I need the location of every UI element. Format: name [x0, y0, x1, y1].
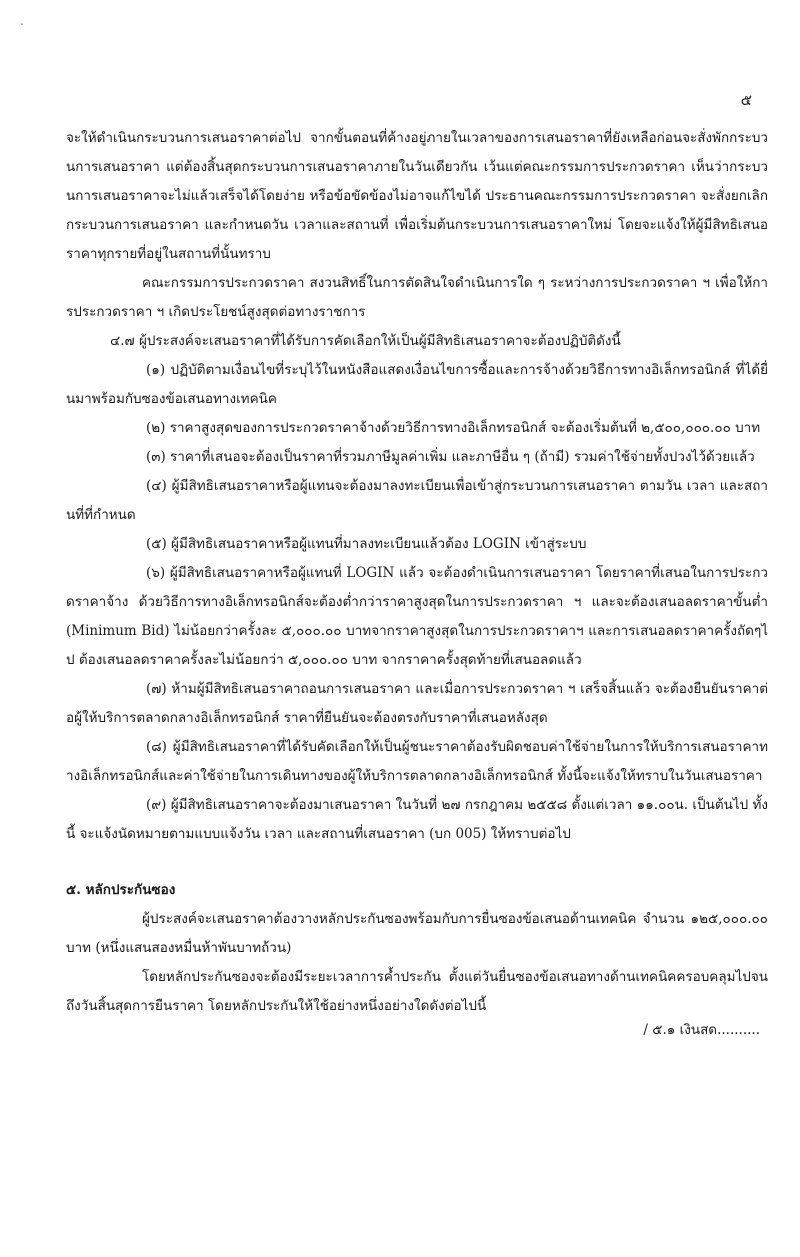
section-5-paragraph-1: ผู้ประสงค์จะเสนอราคาต้องวางหลักประกันซองพร้อมกับการยื่นซองข้อเสนอด้านเทคนิค จำนวน ๑๒๕,๐๐๐.๐๐ บาท (หนึ่งแสนสองหมื่นห้าพันบาทถ้วน) — [66, 911, 768, 956]
paragraph-committee-rights: คณะกรรมการประกวดราคา สงวนสิทธิ์ในการตัดสินใจดำเนินการใด ๆ ระหว่างการประกวดราคา ฯ เพื่อให้การประกวดราคา ฯ เกิดประโยชน์สูงสุดต่อทางราชการ — [66, 275, 768, 320]
page-number: ๕ — [740, 91, 752, 109]
clause-item-7: (๗) ห้ามผู้มีสิทธิเสนอราคาถอนการเสนอราคา และเมื่อการประกวดราคา ฯ เสร็จสิ้นแล้ว จะต้องยืนยันราคาต่อผู้ให้บริการตลาดกลางอิเล็กทรอนิกส์ ราคาที่ยืนยันจะต้องตรงกับราคาที่เสนอหลังสุด — [66, 681, 768, 726]
paragraph-continuation: จะให้ดำเนินกระบวนการเสนอราคาต่อไป จากขั้นตอนที่ค้างอยู่ภายในเวลาของการเสนอราคาที่ยังเหลือก่อนจะสั่งพักกระบวนการเสนอราคา แต่ต้องสิ้นสุดกระบวนการเสนอราคาภายในวันเดียวกัน เว้นแต่คณะกรรมการประกวดราคา เห็นว่ากระบวนการเสนอราคาจะไม่แล้วเสร็จได้โดยง่าย หรือข้อขัดข้องไม่อาจแก้ไขได้ ประธานคณะกรรมการประกวดราคา จะสั่งยกเลิกกระบวนการเสนอราคา และกำหนดวัน เวลาและสถานที่ เพื่อเริ่มต้นกระบวนการเสนอราคาใหม่ โดยจะแจ้งให้ผู้มีสิทธิเสนอราคาทุกรายที่อยู่ในสถานที่นั้นทราบ — [66, 130, 768, 262]
clause-item-6: (๖) ผู้มีสิทธิเสนอราคาหรือผู้แทนที่ LOGIN แล้ว จะต้องดำเนินการเสนอราคา โดยราคาที่เสนอในการประกวดราคาจ้าง ด้วยวิธีการทางอิเล็กทรอนิกส์จะต้องต่ำกว่าราคาสูงสุดในการประกวดราคา ฯ และจะต้องเสนอลดราคาขั้นต่ำ (Minimum Bid) ไม่น้อยกว่าครั้งละ ๕,๐๐๐.๐๐ บาทจากราคาสูงสุดในการประกวดราคาฯ และการเสนอลดราคาครั้งถัดๆไป ต้องเสนอลดราคาครั้งละไม่น้อยกว่า ๕,๐๐๐.๐๐ บาท จากราคาครั้งสุดท้ายที่เสนอลดแล้ว — [66, 565, 768, 668]
clause-4-7-heading: ๔.๗ ผู้ประสงค์จะเสนอราคาที่ได้รับการคัดเลือกให้เป็นผู้มีสิทธิเสนอราคาจะต้องปฏิบัติดังนี้ — [110, 333, 621, 349]
clause-item-5: (๕) ผู้มีสิทธิเสนอราคาหรือผู้แทนที่มาลงทะเบียนแล้วต้อง LOGIN เข้าสู่ระบบ — [146, 536, 587, 552]
clause-item-2: (๒) ราคาสูงสุดของการประกวดราคาจ้างด้วยวิธีการทางอิเล็กทรอนิกส์ จะต้องเริ่มต้นที่ ๒,๕๐๐,๐๐๐.๐๐ บาท — [146, 420, 761, 436]
clause-item-8: (๘) ผู้มีสิทธิเสนอราคาที่ได้รับคัดเลือกให้เป็นผู้ชนะราคาต้องรับผิดชอบค่าใช้จ่ายในการให้บริการเสนอราคาทางอิเล็กทรอนิกส์และค่าใช้จ่ายในการเดินทางของผู้ให้บริการตลาดกลางอิเล็กทรอนิกส์ ทั้งนี้จะแจ้งให้ทราบในวันเสนอราคา — [66, 739, 768, 784]
document-body — [66, 124, 768, 1021]
clause-item-9: (๙) ผู้มีสิทธิเสนอราคาจะต้องมาเสนอราคา ในวันที่ ๒๗ กรกฎาคม ๒๕๕๘ ตั้งแต่เวลา ๑๑.๐๐น. เป็นต้นไป ทั้งนี้ จะแจ้งนัดหมายตามแบบแจ้งวัน เวลา และสถานที่เสนอราคา (บก 005) ให้ทราบต่อไป — [66, 797, 768, 842]
clause-item-1: (๑) ปฏิบัติตามเงื่อนไขที่ระบุไว้ในหนังสือแสดงเงื่อนไขการซื้อและการจ้างด้วยวิธีการทางอิเล็กทรอนิกส์ ที่ได้ยื่นมาพร้อมกับซองข้อเสนอทางเทคนิค — [66, 362, 768, 407]
section-5-paragraph-2: โดยหลักประกันซองจะต้องมีระยะเวลาการค้ำประกัน ตั้งแต่วันยื่นซองข้อเสนอทางด้านเทคนิคครอบคลุมไปจนถึงวันสิ้นสุดการยืนราคา โดยหลักประกันให้ใช้อย่างหนึ่งอย่างใดดังต่อไปนี้ — [66, 969, 768, 1014]
next-page-reference: / ๕.๑ เงินสด.......... — [643, 1022, 760, 1038]
scan-mark: . — [20, 14, 30, 28]
clause-item-3: (๓) ราคาที่เสนอจะต้องเป็นราคาที่รวมภาษีมูลค่าเพิ่ม และภาษีอื่น ๆ (ถ้ามี) รวมค่าใช้จ่ายทั้งปวงไว้ด้วยแล้ว — [146, 449, 755, 465]
section-5-heading: ๕. หลักประกันซอง — [66, 882, 176, 898]
clause-item-4: (๔) ผู้มีสิทธิเสนอราคาหรือผู้แทนจะต้องมาลงทะเบียนเพื่อเข้าสู่กระบวนการเสนอราคา ตามวัน เวลา และสถานที่ที่กำหนด — [66, 478, 768, 523]
